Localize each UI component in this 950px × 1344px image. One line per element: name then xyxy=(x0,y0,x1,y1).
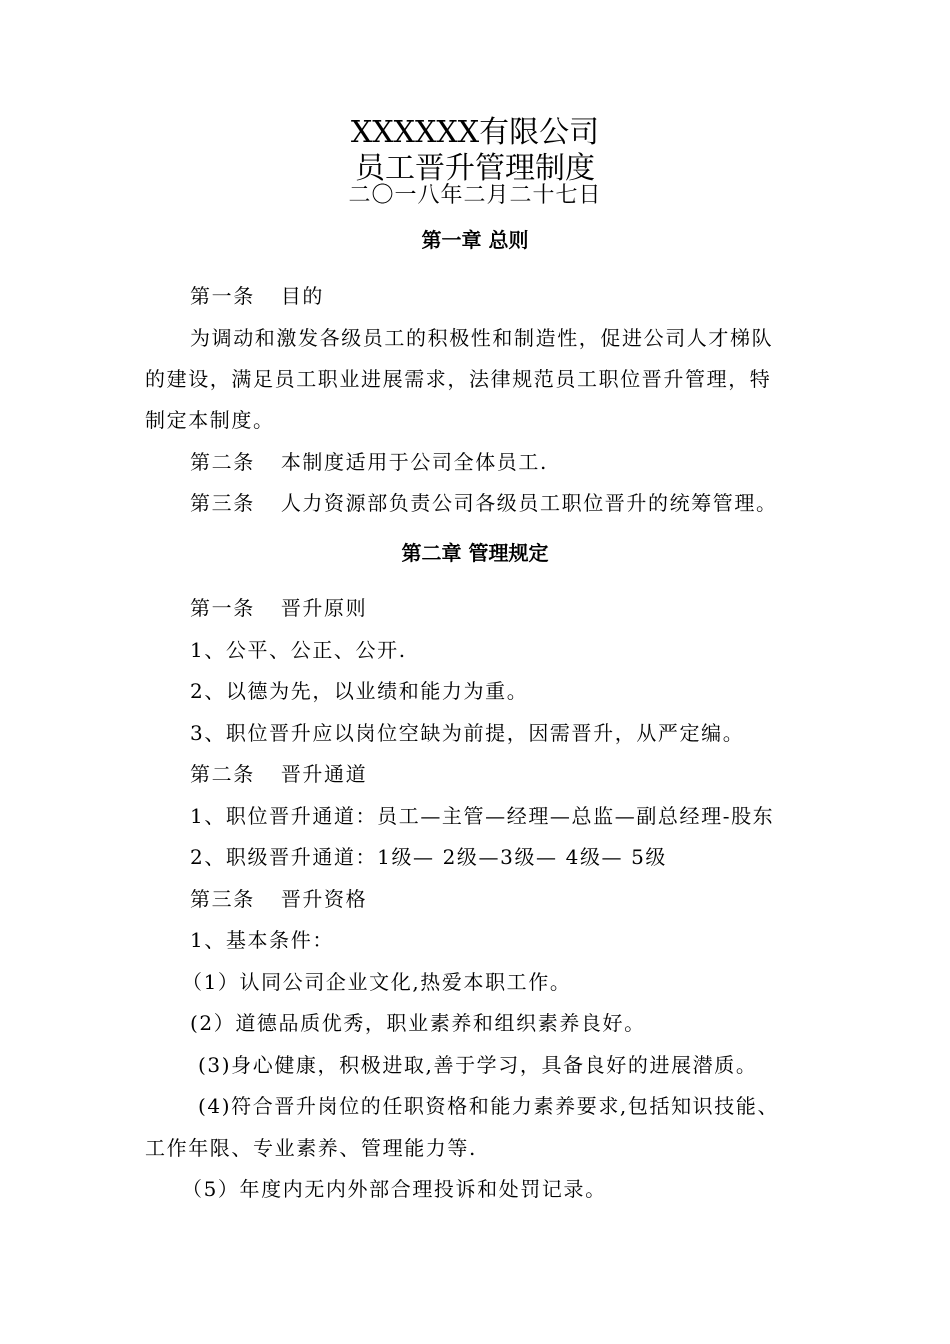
channel-item-1: 1、职位晋升通道：员工—主管—经理—总监—副总经理-股东 xyxy=(190,804,775,828)
chapter-1-article-1-heading xyxy=(190,282,324,310)
qualification-heading: 1、基本条件： xyxy=(190,928,334,952)
chapter-1-article-1-body-line-1: 为调动和激发各级员工的积极性和制造性，促进公司人才梯队 xyxy=(190,326,774,350)
chapter-1-article-1-body-line-3: 制定本制度。 xyxy=(145,408,275,432)
channel-item-2: 2、职级晋升通道：1级— 2级—3级— 4级— 5级 xyxy=(190,845,668,869)
article-text: 本制度适用于公司全体员工. xyxy=(280,450,548,474)
qualification-item-2: (2）道德品质优秀，职业素养和组织素养良好。 xyxy=(190,1011,646,1035)
principle-item-2: 2、以德为先，以业绩和能力为重。 xyxy=(190,679,529,703)
qualification-item-3: (3)身心健康，积极进取,善于学习，具备良好的进展潜质。 xyxy=(198,1053,758,1077)
article-title: 目的 xyxy=(280,284,325,308)
chapter-2-article-3-heading xyxy=(190,885,367,913)
qualification-item-5: （5）年度内无内外部合理投诉和处罚记录。 xyxy=(182,1177,607,1201)
article-title: 晋升资格 xyxy=(280,887,368,911)
article-title: 晋升通道 xyxy=(280,762,368,786)
chapter-2-title: 第二章 管理规定 xyxy=(401,541,549,565)
chapter-1-article-2 xyxy=(190,448,548,476)
article-label: 第一条 xyxy=(190,284,255,308)
chapter-2-article-2-heading xyxy=(190,760,367,788)
qualification-item-4-line-2: 工作年限、专业素养、管理能力等. xyxy=(145,1136,477,1160)
article-label: 第二条 xyxy=(190,450,255,474)
principle-item-3: 3、职位晋升应以岗位空缺为前提，因需晋升，从严定编。 xyxy=(190,721,745,745)
article-label: 第二条 xyxy=(190,762,255,786)
chapter-1-title: 第一章 总则 xyxy=(421,228,529,252)
qualification-item-4-line-1: (4)符合晋升岗位的任职资格和能力素养要求,包括知识技能、 xyxy=(198,1094,780,1118)
article-label: 第三条 xyxy=(190,491,255,515)
company-name: XXXXXX有限公司 xyxy=(350,115,600,150)
document-title: 员工晋升管理制度 xyxy=(355,151,595,186)
document-date: 二〇一八年二月二十七日 xyxy=(348,183,602,208)
article-title: 晋升原则 xyxy=(280,596,368,620)
principle-item-1: 1、公平、公正、公开. xyxy=(190,638,407,662)
qualification-item-1: （1）认同公司企业文化,热爱本职工作。 xyxy=(182,970,572,994)
chapter-1-article-1-body-line-2: 的建设，满足员工职业进展需求，法律规范员工职位晋升管理，特 xyxy=(145,367,772,391)
article-label: 第一条 xyxy=(190,596,255,620)
article-text: 人力资源部负责公司各级员工职位晋升的统筹管理。 xyxy=(280,491,778,515)
chapter-2-article-1-heading xyxy=(190,594,367,622)
chapter-1-article-3 xyxy=(190,489,778,517)
article-label: 第三条 xyxy=(190,887,255,911)
